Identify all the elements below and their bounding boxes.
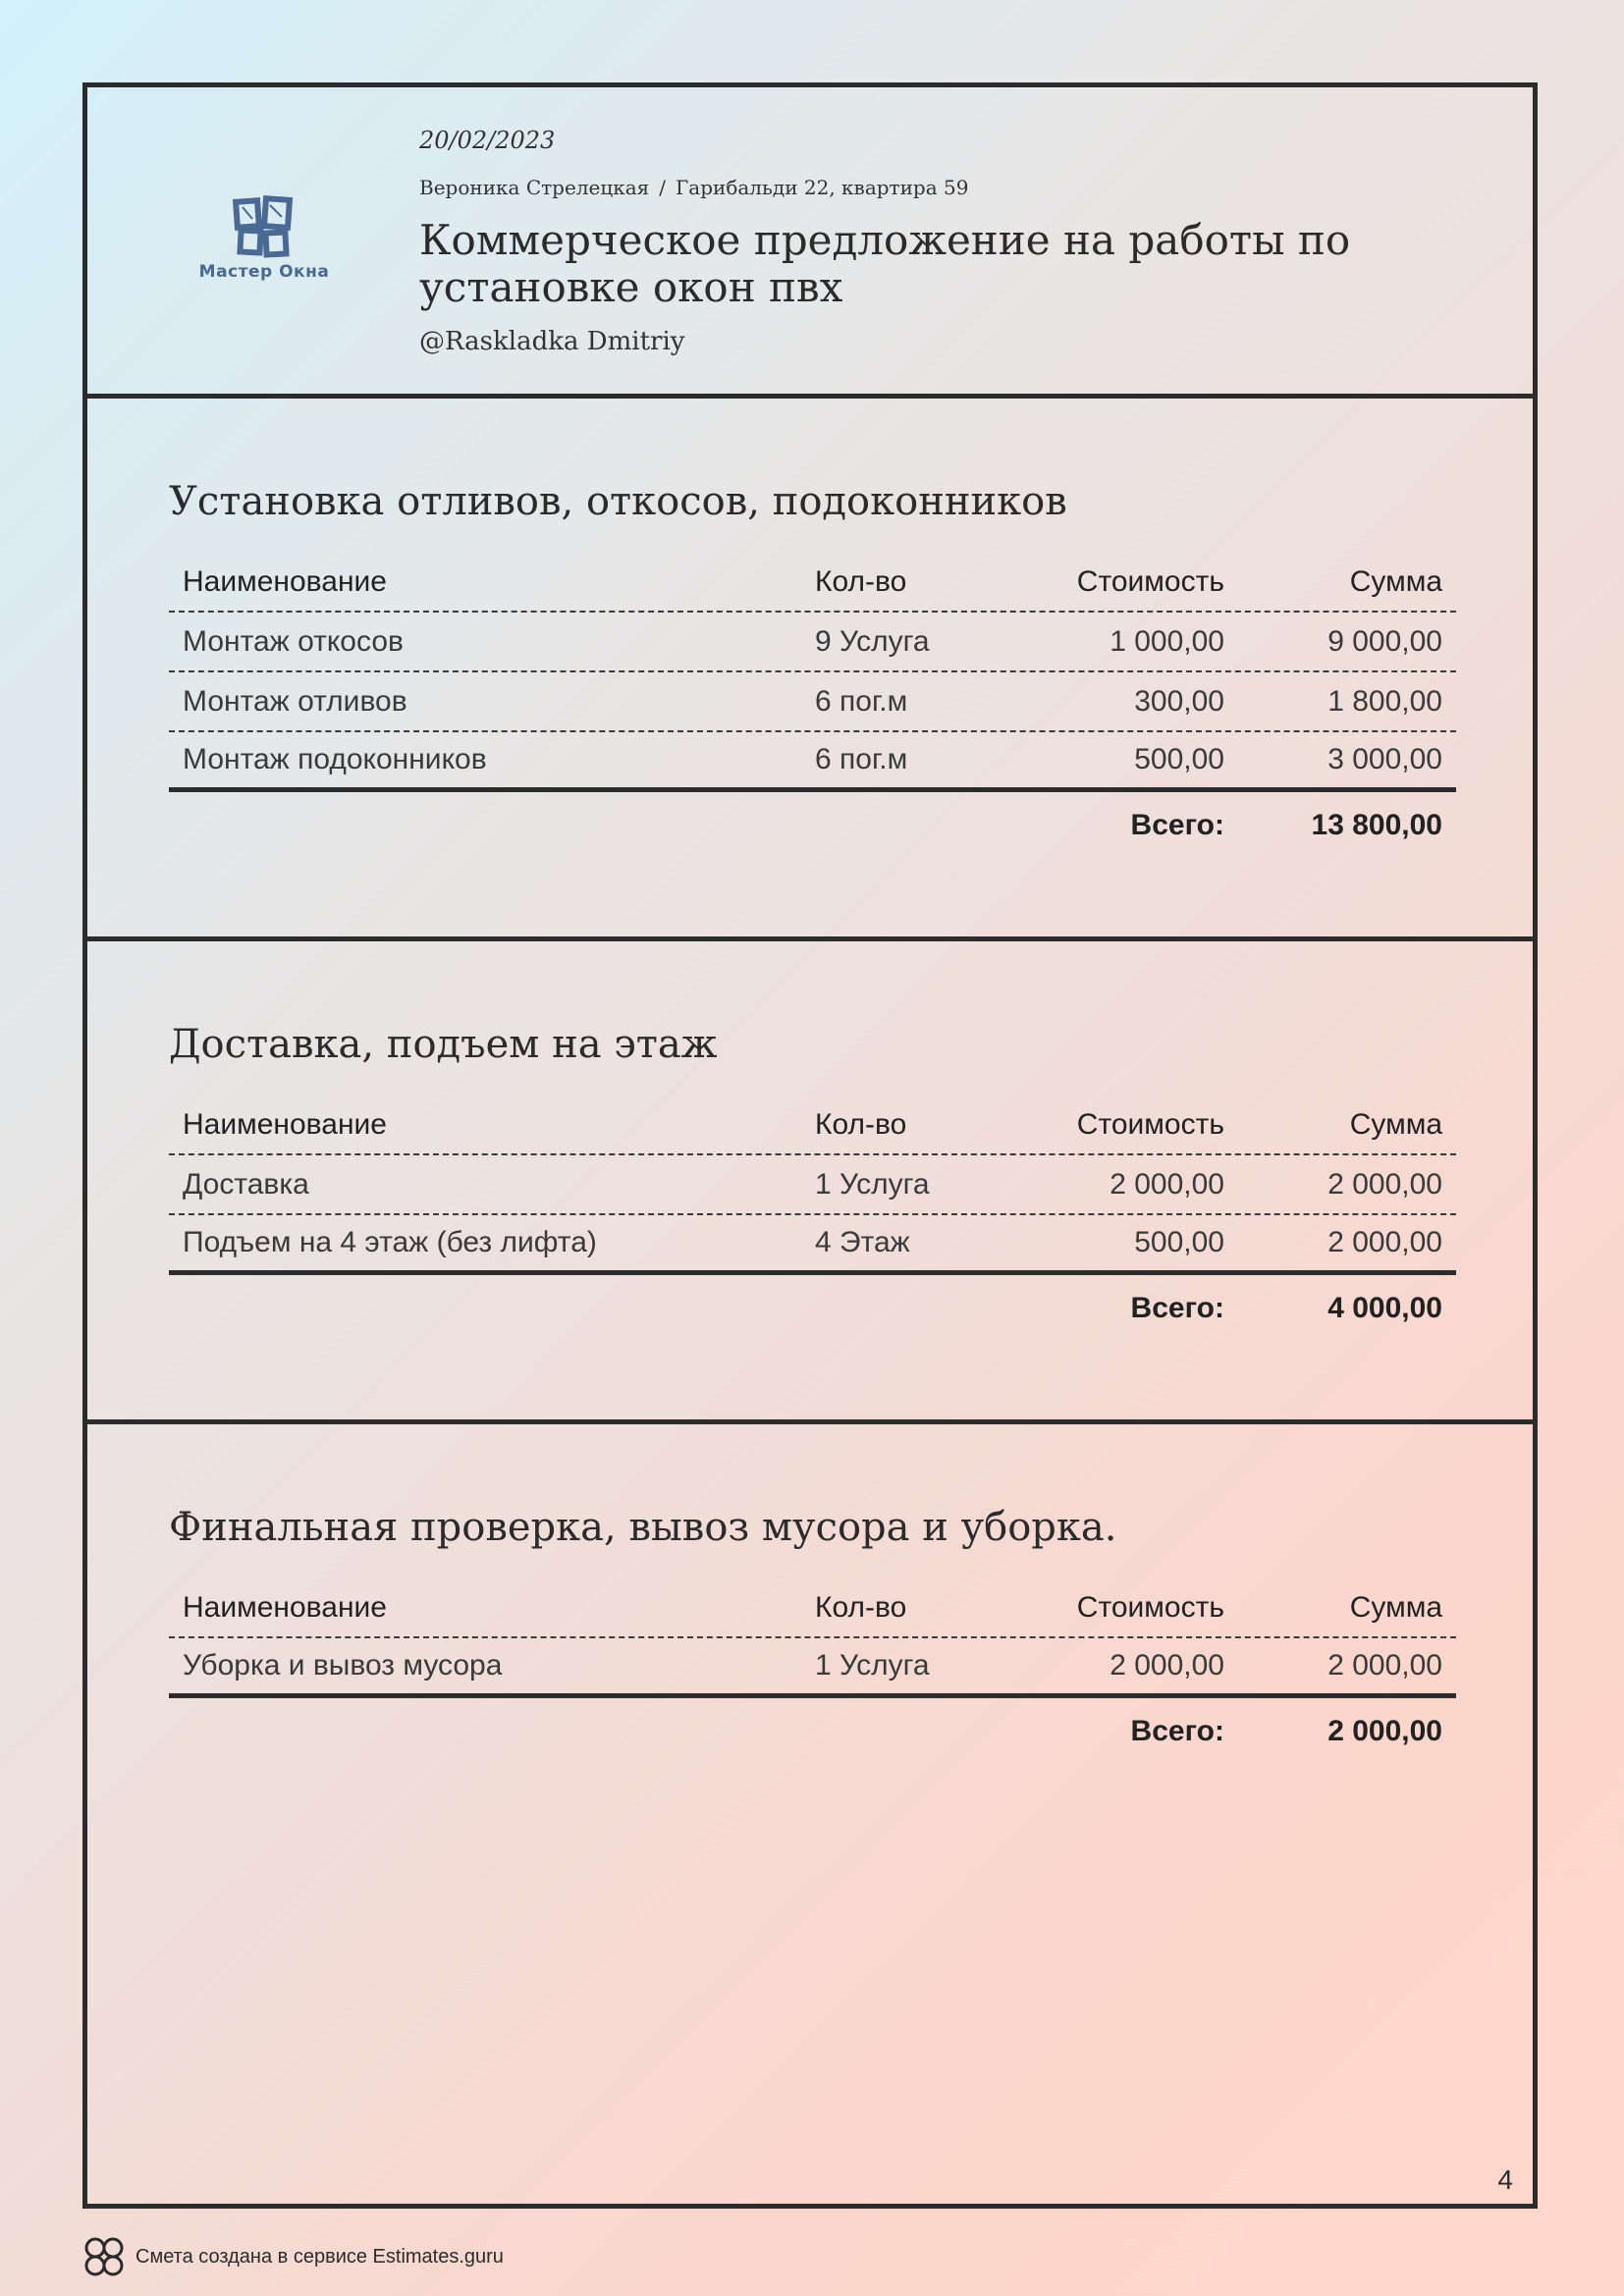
table-row bbox=[169, 1215, 1456, 1275]
total-value: 2 000,00 bbox=[1327, 1715, 1442, 1747]
item-name: Монтаж откосов bbox=[183, 624, 404, 658]
column-header-sum: Сумма bbox=[1349, 1591, 1442, 1624]
section-title: Финальная проверка, вывоз мусора и уборка. bbox=[169, 1505, 1117, 1550]
item-sum: 2 000,00 bbox=[1327, 1226, 1442, 1258]
header-info bbox=[419, 127, 1499, 356]
document-date: 20/02/2023 bbox=[419, 127, 556, 154]
table-row bbox=[169, 672, 1456, 732]
item-name: Монтаж отливов bbox=[183, 684, 407, 718]
table-row bbox=[169, 1155, 1456, 1215]
table-header-row bbox=[169, 1579, 1456, 1638]
estimates-logo-icon bbox=[82, 2235, 126, 2278]
table-header-row bbox=[169, 554, 1456, 613]
section-total-row bbox=[169, 1275, 1456, 1342]
client-separator: / bbox=[659, 176, 667, 199]
item-sum: 1 800,00 bbox=[1327, 684, 1442, 718]
client-name: Вероника Стрелецкая bbox=[419, 176, 650, 199]
document-header bbox=[87, 87, 1533, 399]
page-number: 4 bbox=[1497, 2164, 1513, 2195]
logo-text: Мастер Окна bbox=[198, 262, 330, 282]
table-row bbox=[169, 1638, 1456, 1698]
item-sum: 2 000,00 bbox=[1327, 1649, 1442, 1682]
column-header-qty: Кол-во bbox=[815, 1108, 907, 1141]
client-address: Гарибальди 22, квартира 59 bbox=[676, 176, 969, 199]
estimate-table bbox=[169, 554, 1456, 859]
table-row bbox=[169, 613, 1456, 672]
document-frame bbox=[82, 82, 1538, 2209]
total-value: 13 800,00 bbox=[1311, 809, 1442, 841]
item-price: 2 000,00 bbox=[1110, 1649, 1224, 1682]
estimate-table bbox=[169, 1579, 1456, 1765]
item-price: 2 000,00 bbox=[1110, 1167, 1224, 1201]
item-qty: 1 Услуга bbox=[815, 1167, 930, 1201]
section-total-row bbox=[169, 1698, 1456, 1765]
item-sum: 3 000,00 bbox=[1327, 743, 1442, 775]
item-name: Доставка bbox=[183, 1167, 309, 1201]
column-header-price: Стоимость bbox=[1076, 1591, 1224, 1624]
document-title: Коммерческое предложение на работы по установке окон пвх bbox=[419, 216, 1351, 311]
total-label: Всего: bbox=[1130, 1715, 1224, 1747]
item-qty: 9 Услуга bbox=[815, 624, 930, 658]
footer-text: Смета создана в сервисе Estimates.guru bbox=[135, 2246, 504, 2268]
column-header-qty: Кол-во bbox=[815, 565, 907, 598]
column-header-name: Наименование bbox=[183, 1108, 387, 1141]
item-price: 300,00 bbox=[1134, 684, 1224, 718]
total-label: Всего: bbox=[1130, 1292, 1224, 1324]
column-header-name: Наименование bbox=[183, 1591, 387, 1624]
client-line bbox=[419, 176, 1499, 199]
column-header-sum: Сумма bbox=[1349, 565, 1442, 598]
total-label: Всего: bbox=[1130, 809, 1224, 841]
table-row bbox=[169, 732, 1456, 792]
item-sum: 2 000,00 bbox=[1327, 1167, 1442, 1201]
section-title: Доставка, подъем на этаж bbox=[169, 1022, 718, 1067]
item-name: Уборка и вывоз мусора bbox=[183, 1649, 503, 1682]
total-value: 4 000,00 bbox=[1327, 1292, 1442, 1324]
column-header-name: Наименование bbox=[183, 565, 387, 598]
item-price: 1 000,00 bbox=[1110, 624, 1224, 658]
item-price: 500,00 bbox=[1134, 743, 1224, 775]
column-header-price: Стоимость bbox=[1076, 565, 1224, 598]
item-qty: 4 Этаж bbox=[815, 1226, 910, 1258]
column-header-qty: Кол-во bbox=[815, 1591, 907, 1624]
section-total-row bbox=[169, 792, 1456, 859]
company-logo bbox=[190, 195, 338, 282]
table-header-row bbox=[169, 1096, 1456, 1155]
section-title: Установка отливов, откосов, подоконников bbox=[169, 479, 1067, 524]
document-author: @Raskladka Dmitriy bbox=[419, 327, 685, 356]
item-sum: 9 000,00 bbox=[1327, 624, 1442, 658]
item-qty: 6 пог.м bbox=[815, 743, 908, 775]
column-header-price: Стоимость bbox=[1076, 1108, 1224, 1141]
window-logo-icon bbox=[233, 195, 296, 258]
estimate-section bbox=[87, 399, 1533, 941]
item-name: Монтаж подоконников bbox=[183, 743, 487, 775]
estimate-section bbox=[87, 1424, 1533, 2200]
column-header-sum: Сумма bbox=[1349, 1108, 1442, 1141]
item-qty: 6 пог.м bbox=[815, 684, 908, 718]
estimate-table bbox=[169, 1096, 1456, 1342]
item-name: Подъем на 4 этаж (без лифта) bbox=[183, 1226, 597, 1258]
estimate-section bbox=[87, 941, 1533, 1424]
item-qty: 1 Услуга bbox=[815, 1649, 930, 1682]
item-price: 500,00 bbox=[1134, 1226, 1224, 1258]
